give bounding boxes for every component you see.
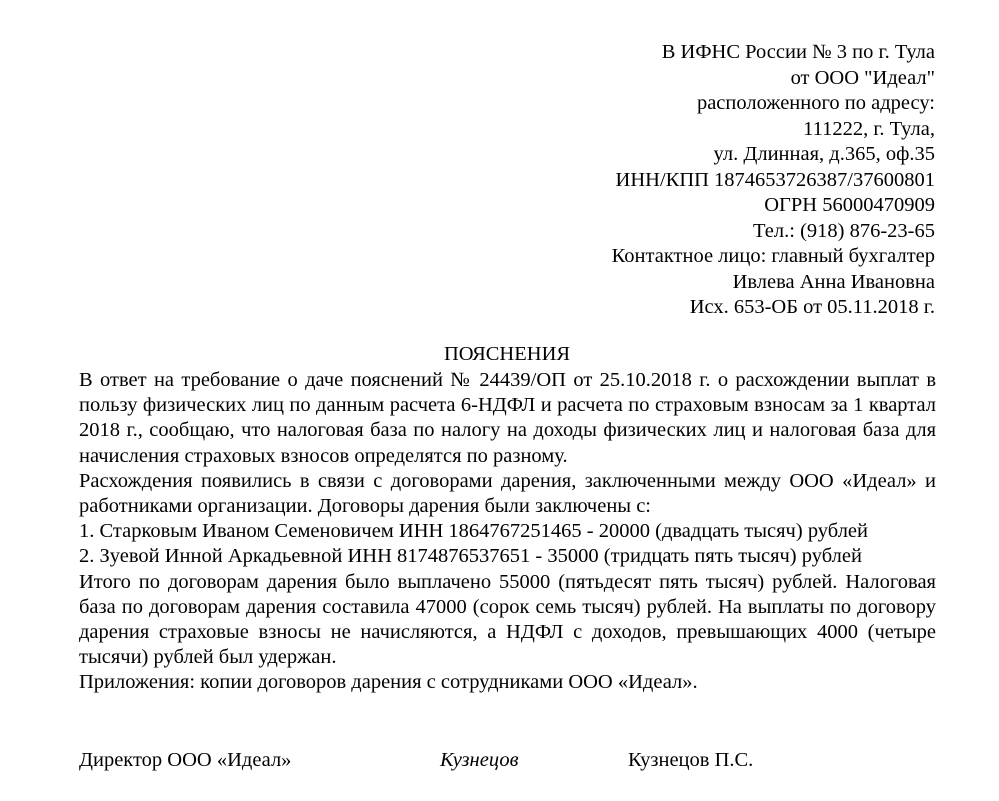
header-address-label: расположенного по адресу:: [696, 92, 935, 114]
header-phone: Тел.: (918) 876-23-65: [753, 219, 935, 242]
header-recipient: В ИФНС России № 3 по г. Тула: [661, 41, 935, 63]
signature-handwritten: Кузнецов: [440, 749, 519, 771]
header-address-street: ул. Длинная, д.365, оф.35: [713, 143, 935, 165]
header-sender: от ООО "Идеал": [790, 66, 935, 89]
header-address-city: 111222, г. Тула,: [803, 117, 935, 140]
document-title: ПОЯСНЕНИЯ: [443, 343, 571, 365]
body-list-item-1: 1. Старковым Иваном Семеновичем ИНН 1864767251465 - 20000 (двадцать тысяч) рублей: [79, 520, 868, 543]
signature-name: Кузнецов П.С.: [628, 749, 754, 771]
document-body: [79, 368, 936, 696]
body-list-item-2: 2. Зуевой Инной Аркадьевной ИНН 8174876537651 - 35000 (тридцать пять тысяч) рублей: [79, 545, 862, 568]
header-inn-kpp: ИНН/КПП 1874653726387/37600801: [615, 168, 935, 191]
signature-position: Директор ООО «Идеал»: [79, 749, 292, 771]
body-paragraph-total: Итого по договорам дарения было выплачено 55000 (пятьдесят пять тысяч) рублей. Налоговая база по договорам дарения составила 47000 (сорок семь тысяч) рублей. На выплаты по договору дарения страховые взносы не начисляются, а НДФЛ с доходов, превышающих 4000 (четыре тысячи) рублей был удержан.: [79, 570, 936, 669]
body-attachments: Приложения: копии договоров дарения с сотрудниками ООО «Идеал».: [79, 671, 698, 694]
header-contact-role: Контактное лицо: главный бухгалтер: [611, 245, 935, 267]
body-paragraph-request: В ответ на требование о даче пояснений № 24439/ОП от 25.10.2018 г. о расхождении выплат в пользу физических лиц по данным расчета 6-НДФЛ и расчета по страховым взносам за 1 квартал 2018 г., сообщаю, что налоговая база по налогу на доходы физических лиц и налоговая база для начисления страховых взносов определятся по разному.: [79, 369, 936, 467]
body-paragraph-reason: Расхождения появились в связи с договорами дарения, заключенными между ООО «Идеал» и работниками организации. Договоры дарения были заключены с:: [79, 469, 936, 518]
header-contact-name: Ивлева Анна Ивановна: [732, 270, 935, 293]
header-outgoing-number: Исх. 653-ОБ от 05.11.2018 г.: [689, 296, 935, 318]
header-ogrn: ОГРН 56000470909: [764, 194, 935, 216]
